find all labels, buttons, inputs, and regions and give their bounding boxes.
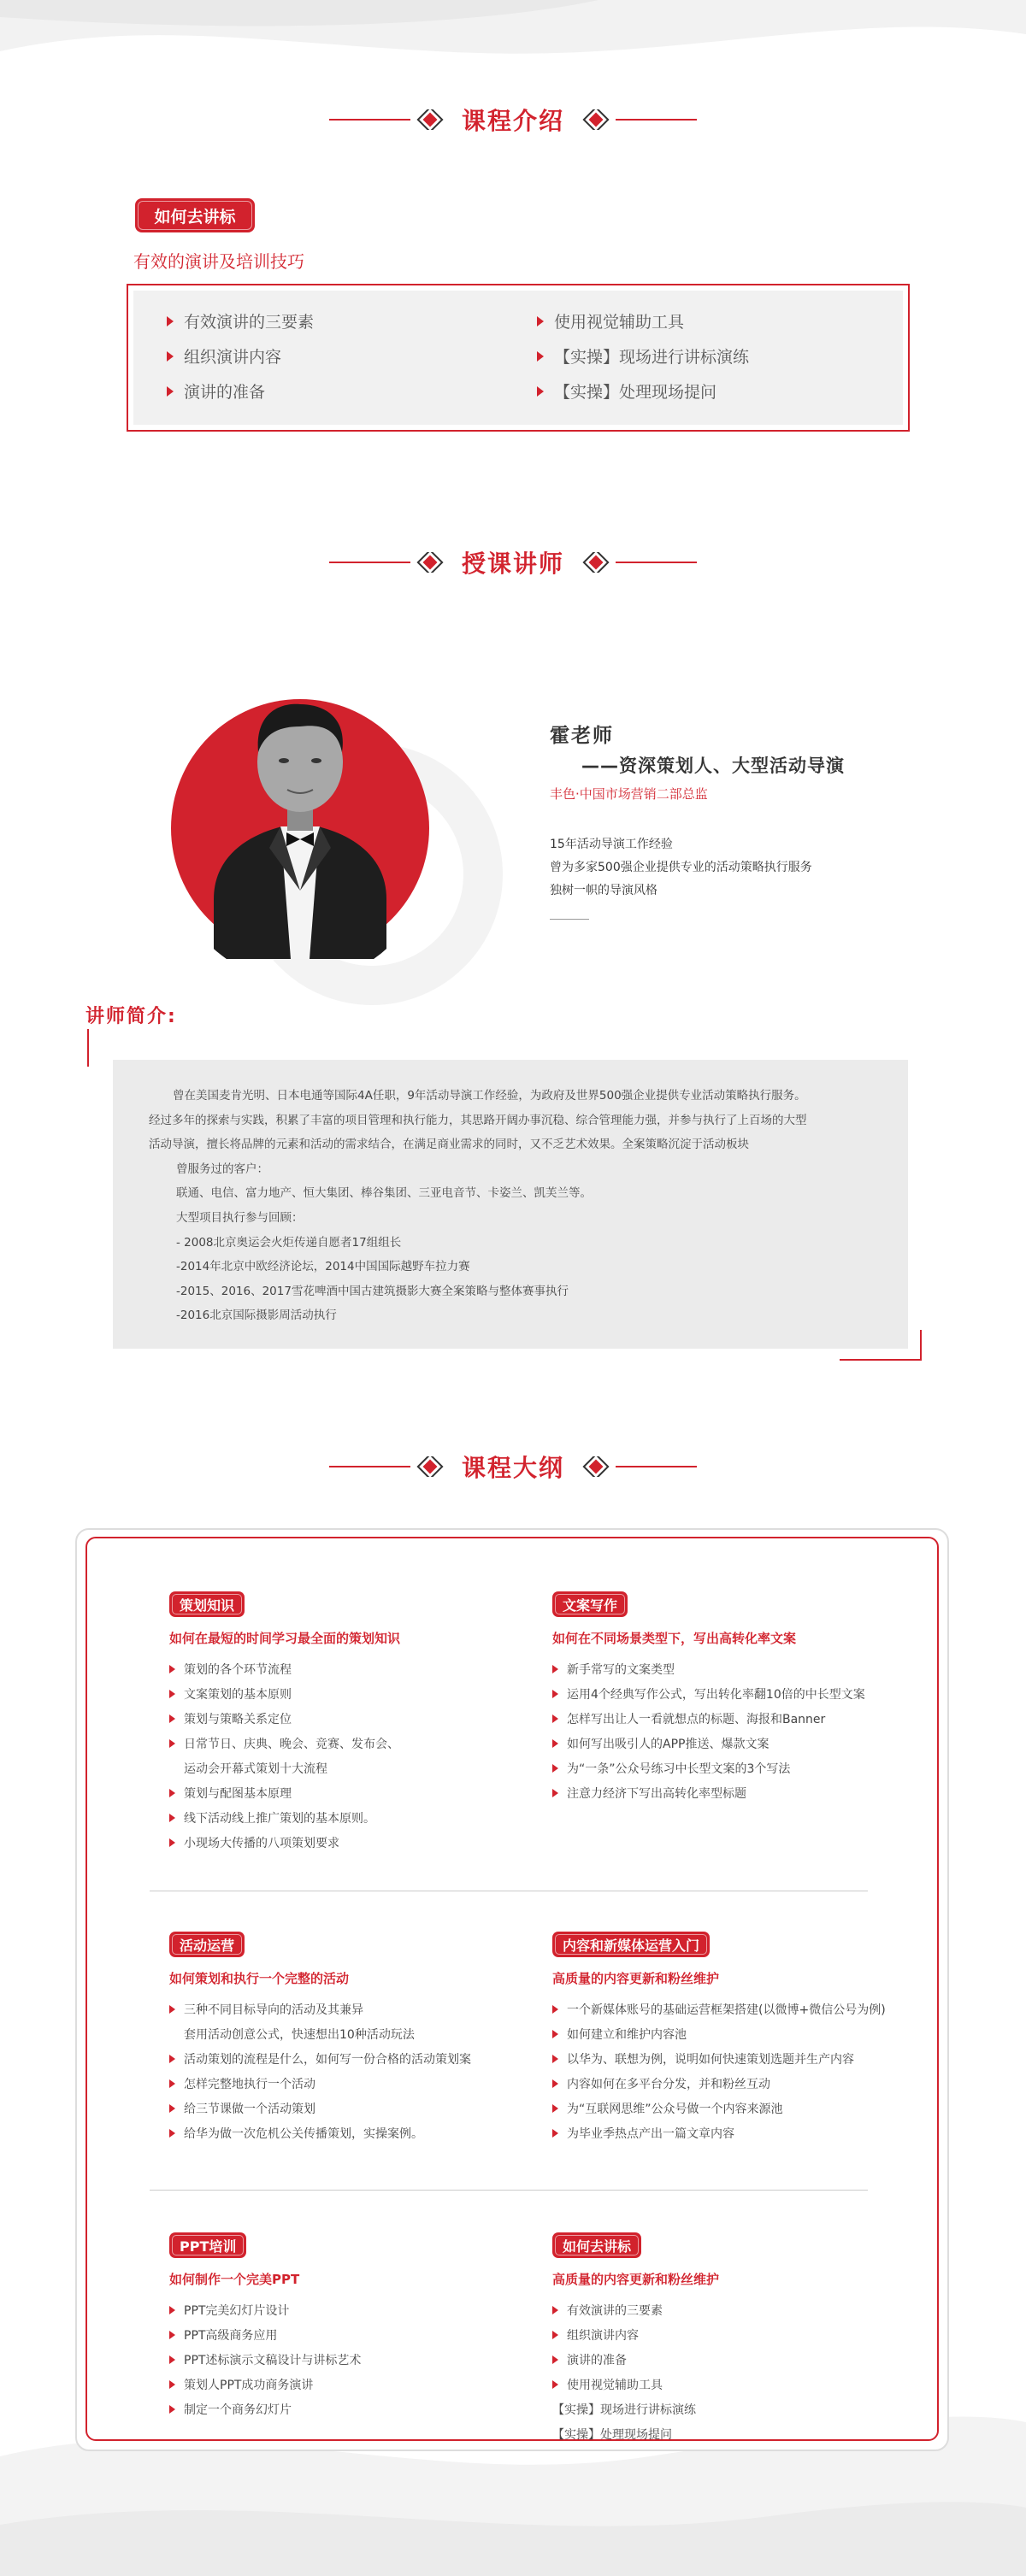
outline-item [552,1731,865,1756]
diamond-ornament-icon [576,552,616,573]
outline-divider [150,2190,868,2191]
outline-item-text: 怎样完整地执行一个活动 [184,2077,315,2091]
arrow-icon [169,2129,175,2138]
outline-item [169,2347,361,2372]
outline-item-text: 策划人PPT成功商务演讲 [184,2378,314,2392]
outline-item [169,2021,471,2046]
outline-tag: 活动运营 [169,1932,245,1957]
bio-line: 曾服务过的客户： [176,1162,268,1176]
diamond-ornament-icon [410,552,450,573]
section-header-teacher [0,545,1026,579]
arrow-icon [169,1714,175,1723]
outline-subtitle: 如何在不同场景类型下，写出高转化率文案 [552,1631,797,1646]
bio-line: 经过多年的探索与实践，积累了丰富的项目管理和执行能力，其思路开阔办事沉稳、综合管理能力强，并参与执行了上百场的大型 [149,1113,807,1127]
outline-item-text: 内容如何在多平台分发，并和粉丝互动 [567,2077,770,2091]
outline-item [169,2372,361,2397]
arrow-icon [552,2129,558,2138]
outline-item-text: 【实操】现场进行讲标演练 [552,2403,696,2417]
outline-subtitle: 如何制作一个完美PPT [169,2272,300,2287]
teacher-line: 独树一帜的导演风格 [550,884,657,897]
outline-item [552,1997,886,2021]
outline-item [169,2046,471,2071]
teacher-photo [180,643,421,959]
arrow-icon [552,2306,558,2314]
outline-item-text: 日常节日、庆典、晚会、竞赛、发布会、 [184,1737,399,1751]
bio-label: 讲师简介: [86,1006,177,1027]
intro-item: 有效演讲的三要素 [167,309,314,332]
arrow-icon [552,1665,558,1673]
outline-item [169,1681,399,1706]
diamond-ornament-icon [410,1456,450,1477]
outline-item [552,2071,886,2096]
arrow-icon [169,1814,175,1822]
bio-line: -2015、2016、2017雪花啤酒中国古建筑摄影大赛全案策略与整体赛事执行 [176,1284,569,1298]
arrow-icon [167,316,174,326]
outline-subtitle: 高质量的内容更新和粉丝维护 [552,1971,720,1986]
outline-item-text: 策划的各个环节流程 [184,1662,292,1677]
arrow-icon [552,2331,558,2339]
outline-item [552,1681,865,1706]
outline-list [552,1656,865,1805]
arrow-icon [552,1690,558,1698]
arrow-icon [552,1714,558,1723]
arrow-icon [552,2380,558,2389]
bio-corner-right [920,1330,922,1361]
outline-item [169,2297,361,2322]
outline-item [169,1756,399,1780]
arrow-icon [169,1690,175,1698]
outline-item [552,2096,886,2120]
outline-list [552,1997,886,2145]
outline-item [169,1780,399,1805]
intro-item: 【实操】处理现场提问 [537,379,716,403]
outline-item [552,1780,865,1805]
outline-list [552,2297,696,2446]
outline-item [552,2347,696,2372]
outline-item-text: 如何写出吸引人的APP推送、爆款文案 [567,1737,770,1751]
section-header-outline [0,1450,1026,1484]
outline-item [552,1756,865,1780]
outline-item-text: 【实操】处理现场提问 [552,2427,672,2442]
outline-item [169,1731,399,1756]
outline-item [169,1805,399,1830]
outline-item-text: PPT高级商务应用 [184,2328,278,2343]
arrow-icon [167,351,174,362]
arrow-icon [552,2055,558,2063]
intro-tag: 如何去讲标 [135,198,255,232]
outline-item-text: 以华为、联想为例，说明如何快速策划选题并生产内容 [567,2052,854,2067]
outline-item-text: 文案策划的基本原则 [184,1687,292,1702]
section-title: 课程介绍 [461,107,564,135]
bio-line: 活动导演，擅长将品牌的元素和活动的需求结合，在满足商业需求的同时，又不乏艺术效果。全案策略沉淀于活动板块 [149,1138,749,1152]
outline-item [552,2021,886,2046]
outline-item [552,2120,886,2145]
teacher-org: 丰色·中国市场营销二部总监 [550,786,708,802]
outline-tag: 内容和新媒体运营入门 [552,1932,710,1957]
outline-item-text: PPT述标演示文稿设计与讲标艺术 [184,2353,362,2367]
outline-item-text: 套用活动创意公式，快速想出10种活动玩法 [184,2027,415,2042]
outline-item-text: 线下活动线上推广策划的基本原则。 [184,1811,375,1826]
arrow-icon [169,2055,175,2063]
outline-item-text: 一个新媒体账号的基础运营框架搭建(以微博+微信公号为例) [567,2003,886,2017]
arrow-icon [169,1789,175,1797]
bio-corner-left [87,1029,89,1067]
outline-item-text: 制定一个商务幻灯片 [184,2403,292,2417]
outline-list [169,2297,361,2421]
outline-item [169,2096,471,2120]
outline-item [552,1656,865,1681]
outline-item [169,1706,399,1731]
outline-item-text: 注意力经济下写出高转化率型标题 [567,1786,746,1801]
outline-item [169,1656,399,1681]
bio-line: - 2008北京奥运会火炬传递自愿者17组组长 [176,1235,402,1250]
outline-item [169,2071,471,2096]
outline-tag: PPT培训 [169,2232,246,2258]
outline-item-text: 给三节课做一个活动策划 [184,2102,315,2116]
outline-item [169,1830,399,1855]
outline-item [169,2120,471,2145]
outline-tag: 如何去讲标 [552,2232,641,2258]
diamond-ornament-icon [576,109,616,130]
outline-item-text: 策划与策略关系定位 [184,1712,292,1726]
arrow-icon [537,351,544,362]
arrow-icon [552,2079,558,2088]
section-header-intro [0,103,1026,137]
outline-item-text: 活动策划的流程是什么，如何写一份合格的活动策划案 [184,2052,471,2067]
outline-item [552,2297,696,2322]
arrow-icon [169,2355,175,2364]
outline-item [552,2322,696,2347]
outline-item-text: 为毕业季热点产出一篇文章内容 [567,2126,734,2141]
arrow-icon [169,1838,175,1847]
arrow-icon [552,2355,558,2364]
outline-item-text: 运用4个经典写作公式，写出转化率翻10倍的中长型文案 [567,1687,865,1702]
arrow-icon [167,386,174,397]
bio-line: 大型项目执行参与回顾： [176,1210,304,1225]
bio-box [113,1060,908,1349]
teacher-title: ——资深策划人、大型活动导演 [581,756,845,776]
outline-item-text: PPT完美幻灯片设计 [184,2303,290,2318]
outline-subtitle: 如何策划和执行一个完整的活动 [169,1971,350,1986]
outline-subtitle: 高质量的内容更新和粉丝维护 [552,2272,720,2287]
arrow-icon [169,2306,175,2314]
arrow-icon [169,1739,175,1748]
outline-item-text: 新手常写的文案类型 [567,1662,675,1677]
intro-item: 使用视觉辅助工具 [537,309,684,332]
section-title: 课程大纲 [461,1454,564,1482]
arrow-icon [169,2005,175,2014]
arrow-icon [552,1789,558,1797]
arrow-icon [169,2104,175,2113]
teacher-line: 15年活动导演工作经验 [550,838,673,851]
arrow-icon [552,1764,558,1773]
arrow-icon [537,316,544,326]
diamond-ornament-icon [576,1456,616,1477]
arrow-icon [169,1665,175,1673]
arrow-icon [169,2331,175,2339]
outline-item-text: 三种不同目标导向的活动及其兼异 [184,2003,363,2017]
arrow-icon [552,2030,558,2038]
section-title: 授课讲师 [461,550,564,578]
bio-line: -2014年北京中欧经济论坛，2014中国国际越野车拉力赛 [176,1260,470,1274]
outline-tag: 策划知识 [169,1591,245,1617]
arrow-icon [552,2104,558,2113]
bio-line: -2016北京国际摄影周活动执行 [176,1309,337,1323]
outline-item-text: 演讲的准备 [567,2353,627,2367]
outline-item-text: 小现场大传播的八项策划要求 [184,1836,339,1850]
arrow-icon [169,2405,175,2414]
bio-corner-right [840,1359,922,1361]
outline-item [169,2397,361,2421]
arrow-icon [537,386,544,397]
teacher-name: 霍老师 [550,725,614,747]
arrow-icon [169,2079,175,2088]
arrow-icon [552,1739,558,1748]
outline-item [169,2322,361,2347]
outline-list [169,1656,399,1855]
outline-tag: 文案写作 [552,1591,628,1617]
bio-line: 曾在美国麦肯光明、日本电通等国际4A任职，9年活动导演工作经验，为政府及世界500强企业提供专业活动策略执行服务。 [173,1089,806,1103]
intro-item: 演讲的准备 [167,379,265,403]
intro-subtitle: 有效的演讲及培训技巧 [133,251,304,272]
outline-item-text: 为“互联网思维”公众号做一个内容来源池 [567,2102,783,2116]
arrow-icon [169,2380,175,2389]
outline-item-text: 如何建立和维护内容池 [567,2027,687,2042]
teacher-divider [550,919,589,920]
bio-line: 联通、电信、富力地产、恒大集团、棒谷集团、三亚电音节、卡姿兰、凯芙兰等。 [176,1186,592,1201]
outline-subtitle: 如何在最短的时间学习最全面的策划知识 [169,1631,401,1646]
outline-item-text: 策划与配图基本原理 [184,1786,292,1801]
outline-item-text: 运动会开幕式策划十大流程 [184,1761,327,1776]
outline-item-text: 有效演讲的三要素 [567,2303,663,2318]
intro-item: 【实操】现场进行讲标演练 [537,344,749,368]
arrow-icon [552,2005,558,2014]
outline-item [552,2397,696,2421]
outline-item [552,1706,865,1731]
teacher-line: 曾为多家500强企业提供专业的活动策略执行服务 [550,861,812,874]
outline-item [552,2372,696,2397]
outline-item [552,2046,886,2071]
outline-list [169,1997,471,2145]
outline-item-text: 怎样写出让人一看就想点的标题、海报和Banner [567,1712,826,1726]
diamond-ornament-icon [410,109,450,130]
outline-item-text: 给华为做一次危机公关传播策划，实操案例。 [184,2126,423,2141]
intro-item: 组织演讲内容 [167,344,281,368]
outline-item-text: 组织演讲内容 [567,2328,639,2343]
outline-item-text: 使用视觉辅助工具 [567,2378,663,2392]
top-wave-decoration [0,0,1026,77]
outline-item-text: 为“一条”公众号练习中长型文案的3个写法 [567,1761,791,1776]
outline-item [169,1997,471,2021]
outline-item [552,2421,696,2446]
